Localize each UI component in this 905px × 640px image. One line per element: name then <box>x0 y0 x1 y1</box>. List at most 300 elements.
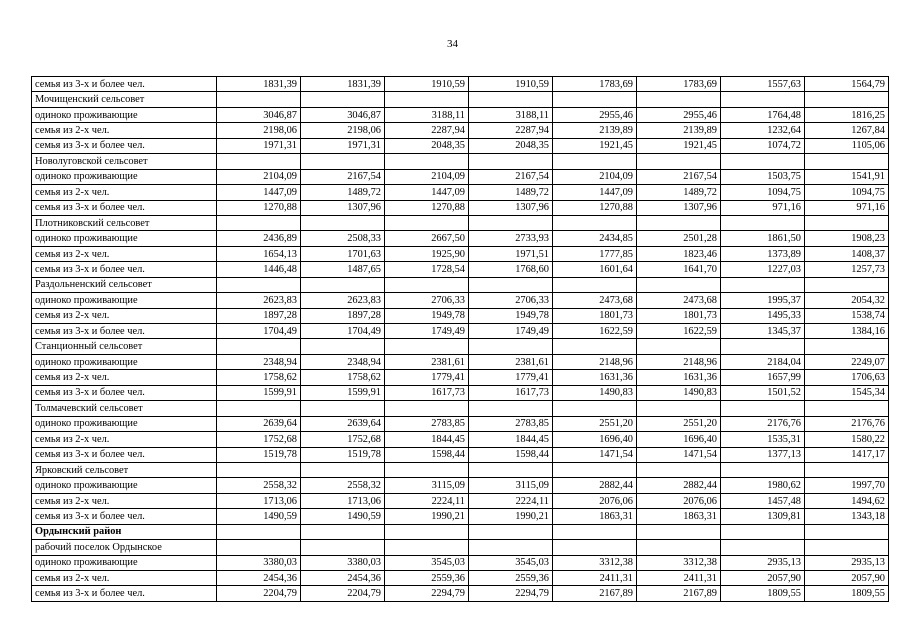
value-cell: 1094,75 <box>805 185 889 200</box>
value-cell: 2139,89 <box>553 123 637 138</box>
heading-label: Новолуговской сельсовет <box>32 154 217 169</box>
value-cell: 1749,49 <box>469 324 553 339</box>
value-cell <box>721 524 805 539</box>
row-label: одиноко проживающие <box>32 107 217 122</box>
value-cell: 2381,61 <box>385 354 469 369</box>
value-cell: 2381,61 <box>469 354 553 369</box>
row-label: одиноко проживающие <box>32 478 217 493</box>
value-cell: 1971,51 <box>469 246 553 261</box>
value-cell <box>217 215 301 230</box>
row-label: семья из 3-х и более чел. <box>32 200 217 215</box>
row-label: семья из 2-х чел. <box>32 432 217 447</box>
value-cell: 2955,46 <box>637 107 721 122</box>
value-cell: 1831,39 <box>301 77 385 92</box>
value-cell: 1446,48 <box>217 262 301 277</box>
value-cell: 1622,59 <box>553 324 637 339</box>
value-cell: 1696,40 <box>553 432 637 447</box>
value-cell: 1501,52 <box>721 385 805 400</box>
value-cell: 1538,74 <box>805 308 889 323</box>
value-cell <box>469 154 553 169</box>
value-cell: 1519,78 <box>217 447 301 462</box>
value-cell: 1921,45 <box>553 138 637 153</box>
row-label: семья из 3-х и более чел. <box>32 586 217 601</box>
value-cell: 1564,79 <box>805 77 889 92</box>
value-cell: 2882,44 <box>637 478 721 493</box>
value-cell: 1598,44 <box>385 447 469 462</box>
value-cell: 2473,68 <box>637 293 721 308</box>
value-cell: 2508,33 <box>301 231 385 246</box>
value-cell <box>721 462 805 477</box>
row-label: семья из 3-х и более чел. <box>32 262 217 277</box>
value-cell <box>301 524 385 539</box>
value-cell: 1503,75 <box>721 169 805 184</box>
heading-label: Мочищенский сельсовет <box>32 92 217 107</box>
table-row <box>32 354 889 369</box>
value-cell: 3380,03 <box>301 555 385 570</box>
value-cell: 1471,54 <box>553 447 637 462</box>
value-cell: 1831,39 <box>217 77 301 92</box>
value-cell: 1783,69 <box>637 77 721 92</box>
value-cell: 1971,31 <box>301 138 385 153</box>
value-cell <box>217 154 301 169</box>
value-cell: 2148,96 <box>553 354 637 369</box>
value-cell: 1704,49 <box>301 324 385 339</box>
value-cell: 1232,64 <box>721 123 805 138</box>
value-cell: 2076,06 <box>553 493 637 508</box>
value-cell: 2706,33 <box>385 293 469 308</box>
value-cell: 1267,84 <box>805 123 889 138</box>
row-label: семья из 3-х и более чел. <box>32 324 217 339</box>
value-cell: 2558,32 <box>217 478 301 493</box>
value-cell <box>553 339 637 354</box>
value-cell: 1270,88 <box>217 200 301 215</box>
value-cell <box>721 215 805 230</box>
value-cell: 1949,78 <box>469 308 553 323</box>
value-cell <box>469 524 553 539</box>
value-cell: 2454,36 <box>217 571 301 586</box>
value-cell <box>637 524 721 539</box>
value-cell <box>469 92 553 107</box>
value-cell: 1307,96 <box>301 200 385 215</box>
value-cell: 1489,72 <box>637 185 721 200</box>
value-cell <box>805 540 889 555</box>
table-body <box>32 77 889 602</box>
value-cell <box>301 92 385 107</box>
table-row <box>32 370 889 385</box>
section-heading-row <box>32 339 889 354</box>
value-cell <box>637 277 721 292</box>
value-cell: 1377,13 <box>721 447 805 462</box>
value-cell: 2176,76 <box>805 416 889 431</box>
value-cell: 971,16 <box>805 200 889 215</box>
value-cell: 2148,96 <box>637 354 721 369</box>
value-cell: 2167,54 <box>637 169 721 184</box>
table-row <box>32 308 889 323</box>
value-cell: 1949,78 <box>385 308 469 323</box>
value-cell: 1487,65 <box>301 262 385 277</box>
value-cell: 1557,63 <box>721 77 805 92</box>
value-cell <box>217 462 301 477</box>
value-cell <box>217 540 301 555</box>
table-row <box>32 555 889 570</box>
value-cell <box>385 92 469 107</box>
value-cell: 2558,32 <box>301 478 385 493</box>
value-cell: 2935,13 <box>721 555 805 570</box>
value-cell: 2057,90 <box>805 571 889 586</box>
value-cell: 1457,48 <box>721 493 805 508</box>
value-cell: 1701,63 <box>301 246 385 261</box>
value-cell: 1601,64 <box>553 262 637 277</box>
value-cell: 2639,64 <box>301 416 385 431</box>
value-cell: 2955,46 <box>553 107 637 122</box>
value-cell <box>385 277 469 292</box>
value-cell: 1345,37 <box>721 324 805 339</box>
value-cell: 2294,79 <box>385 586 469 601</box>
value-cell <box>385 540 469 555</box>
value-cell <box>721 277 805 292</box>
value-cell: 1519,78 <box>301 447 385 462</box>
value-cell: 1535,31 <box>721 432 805 447</box>
value-cell: 2436,89 <box>217 231 301 246</box>
value-cell: 1910,59 <box>469 77 553 92</box>
value-cell: 2559,36 <box>385 571 469 586</box>
value-cell: 1580,22 <box>805 432 889 447</box>
section-heading-row <box>32 277 889 292</box>
value-cell: 1227,03 <box>721 262 805 277</box>
value-cell: 1925,90 <box>385 246 469 261</box>
table-row <box>32 416 889 431</box>
value-cell: 1657,99 <box>721 370 805 385</box>
value-cell: 2733,93 <box>469 231 553 246</box>
value-cell: 1809,55 <box>805 586 889 601</box>
tariff-table <box>31 76 889 602</box>
value-cell: 2501,28 <box>637 231 721 246</box>
value-cell: 1779,41 <box>469 370 553 385</box>
value-cell: 2551,20 <box>553 416 637 431</box>
value-cell: 1495,33 <box>721 308 805 323</box>
value-cell: 2287,94 <box>469 123 553 138</box>
section-heading-row <box>32 462 889 477</box>
value-cell <box>301 215 385 230</box>
value-cell <box>385 215 469 230</box>
value-cell: 1752,68 <box>217 432 301 447</box>
value-cell: 1417,17 <box>805 447 889 462</box>
value-cell: 1490,59 <box>301 509 385 524</box>
value-cell: 1654,13 <box>217 246 301 261</box>
value-cell: 1447,09 <box>217 185 301 200</box>
value-cell <box>637 401 721 416</box>
value-cell <box>385 154 469 169</box>
value-cell: 1801,73 <box>553 308 637 323</box>
value-cell: 1863,31 <box>553 509 637 524</box>
value-cell: 1764,48 <box>721 107 805 122</box>
table-row <box>32 200 889 215</box>
value-cell: 1844,45 <box>469 432 553 447</box>
value-cell: 1777,85 <box>553 246 637 261</box>
value-cell <box>553 154 637 169</box>
row-label: одиноко проживающие <box>32 555 217 570</box>
value-cell <box>721 339 805 354</box>
value-cell: 1706,63 <box>805 370 889 385</box>
table-row <box>32 231 889 246</box>
table-row <box>32 262 889 277</box>
value-cell <box>805 339 889 354</box>
value-cell: 3188,11 <box>469 107 553 122</box>
value-cell: 1823,46 <box>637 246 721 261</box>
row-label: семья из 2-х чел. <box>32 493 217 508</box>
value-cell: 1696,40 <box>637 432 721 447</box>
value-cell: 1910,59 <box>385 77 469 92</box>
value-cell: 1861,50 <box>721 231 805 246</box>
value-cell <box>385 339 469 354</box>
table-row <box>32 478 889 493</box>
value-cell <box>385 401 469 416</box>
value-cell: 1309,81 <box>721 509 805 524</box>
value-cell: 2411,31 <box>637 571 721 586</box>
value-cell: 1408,37 <box>805 246 889 261</box>
value-cell <box>469 401 553 416</box>
heading-label: Толмачевский сельсовет <box>32 401 217 416</box>
value-cell: 2623,83 <box>217 293 301 308</box>
value-cell: 1844,45 <box>385 432 469 447</box>
heading-label: рабочий поселок Ордынское <box>32 540 217 555</box>
section-heading-row <box>32 540 889 555</box>
value-cell: 2667,50 <box>385 231 469 246</box>
value-cell: 1921,45 <box>637 138 721 153</box>
value-cell <box>217 401 301 416</box>
value-cell: 2054,32 <box>805 293 889 308</box>
row-label: одиноко проживающие <box>32 231 217 246</box>
value-cell: 1490,83 <box>637 385 721 400</box>
value-cell: 2559,36 <box>469 571 553 586</box>
value-cell: 1447,09 <box>385 185 469 200</box>
table-row <box>32 432 889 447</box>
value-cell <box>805 462 889 477</box>
table-row <box>32 493 889 508</box>
value-cell: 2167,89 <box>553 586 637 601</box>
row-label: семья из 3-х и более чел. <box>32 138 217 153</box>
value-cell: 2057,90 <box>721 571 805 586</box>
row-label: семья из 3-х и более чел. <box>32 447 217 462</box>
value-cell: 3046,87 <box>217 107 301 122</box>
value-cell: 1713,06 <box>301 493 385 508</box>
value-cell: 1990,21 <box>469 509 553 524</box>
value-cell <box>217 277 301 292</box>
heading-label: Плотниковский сельсовет <box>32 215 217 230</box>
value-cell: 2783,85 <box>385 416 469 431</box>
value-cell: 2048,35 <box>469 138 553 153</box>
value-cell <box>301 401 385 416</box>
value-cell: 2623,83 <box>301 293 385 308</box>
value-cell: 2294,79 <box>469 586 553 601</box>
row-label: семья из 2-х чел. <box>32 123 217 138</box>
value-cell: 2473,68 <box>553 293 637 308</box>
section-heading-row <box>32 92 889 107</box>
value-cell: 1641,70 <box>637 262 721 277</box>
value-cell: 3188,11 <box>385 107 469 122</box>
value-cell: 1768,60 <box>469 262 553 277</box>
value-cell: 1384,16 <box>805 324 889 339</box>
value-cell <box>301 339 385 354</box>
value-cell: 2411,31 <box>553 571 637 586</box>
value-cell: 2048,35 <box>385 138 469 153</box>
value-cell: 1545,34 <box>805 385 889 400</box>
row-label: семья из 2-х чел. <box>32 370 217 385</box>
value-cell: 1447,09 <box>553 185 637 200</box>
value-cell: 1809,55 <box>721 586 805 601</box>
value-cell: 2348,94 <box>217 354 301 369</box>
value-cell: 2139,89 <box>637 123 721 138</box>
value-cell <box>469 277 553 292</box>
value-cell: 1863,31 <box>637 509 721 524</box>
value-cell: 2184,04 <box>721 354 805 369</box>
page-number: 34 <box>447 38 458 50</box>
value-cell: 2434,85 <box>553 231 637 246</box>
table-row <box>32 185 889 200</box>
value-cell: 3545,03 <box>385 555 469 570</box>
value-cell: 1704,49 <box>217 324 301 339</box>
value-cell: 1257,73 <box>805 262 889 277</box>
value-cell <box>385 524 469 539</box>
value-cell: 2706,33 <box>469 293 553 308</box>
table-row <box>32 586 889 601</box>
value-cell: 1490,59 <box>217 509 301 524</box>
value-cell: 2249,07 <box>805 354 889 369</box>
value-cell: 1997,70 <box>805 478 889 493</box>
value-cell: 2882,44 <box>553 478 637 493</box>
value-cell: 1494,62 <box>805 493 889 508</box>
table-row <box>32 293 889 308</box>
value-cell <box>553 92 637 107</box>
heading-label: Раздольненский сельсовет <box>32 277 217 292</box>
value-cell: 1622,59 <box>637 324 721 339</box>
district-heading-row <box>32 524 889 539</box>
value-cell: 2204,79 <box>301 586 385 601</box>
value-cell: 2348,94 <box>301 354 385 369</box>
value-cell: 1990,21 <box>385 509 469 524</box>
value-cell <box>553 215 637 230</box>
value-cell: 1631,36 <box>637 370 721 385</box>
value-cell: 1489,72 <box>469 185 553 200</box>
value-cell: 2287,94 <box>385 123 469 138</box>
value-cell: 2167,54 <box>469 169 553 184</box>
value-cell: 971,16 <box>721 200 805 215</box>
value-cell <box>637 92 721 107</box>
value-cell <box>469 215 553 230</box>
row-label: одиноко проживающие <box>32 169 217 184</box>
table-row <box>32 123 889 138</box>
value-cell: 2639,64 <box>217 416 301 431</box>
value-cell <box>553 540 637 555</box>
value-cell: 2204,79 <box>217 586 301 601</box>
value-cell <box>553 277 637 292</box>
value-cell <box>805 277 889 292</box>
value-cell: 1749,49 <box>385 324 469 339</box>
value-cell: 2454,36 <box>301 571 385 586</box>
value-cell: 2167,89 <box>637 586 721 601</box>
value-cell <box>721 154 805 169</box>
value-cell <box>469 339 553 354</box>
value-cell: 3115,09 <box>469 478 553 493</box>
value-cell <box>301 462 385 477</box>
value-cell <box>721 92 805 107</box>
value-cell <box>637 215 721 230</box>
section-heading-row <box>32 401 889 416</box>
value-cell <box>637 540 721 555</box>
value-cell <box>553 524 637 539</box>
value-cell <box>301 540 385 555</box>
row-label: семья из 2-х чел. <box>32 246 217 261</box>
row-label: одиноко проживающие <box>32 293 217 308</box>
value-cell: 2198,06 <box>217 123 301 138</box>
section-heading-row <box>32 215 889 230</box>
value-cell: 2224,11 <box>469 493 553 508</box>
value-cell: 1270,88 <box>553 200 637 215</box>
value-cell: 1779,41 <box>385 370 469 385</box>
value-cell: 1617,73 <box>469 385 553 400</box>
table-row <box>32 447 889 462</box>
heading-label: Станционный сельсовет <box>32 339 217 354</box>
value-cell <box>637 339 721 354</box>
table-row <box>32 324 889 339</box>
value-cell: 2104,09 <box>553 169 637 184</box>
heading-label: Ярковский сельсовет <box>32 462 217 477</box>
table-row <box>32 571 889 586</box>
value-cell <box>385 462 469 477</box>
table-row <box>32 77 889 92</box>
value-cell <box>805 524 889 539</box>
value-cell: 1631,36 <box>553 370 637 385</box>
value-cell <box>301 154 385 169</box>
value-cell: 1541,91 <box>805 169 889 184</box>
value-cell: 3312,38 <box>553 555 637 570</box>
value-cell: 1074,72 <box>721 138 805 153</box>
value-cell: 1105,06 <box>805 138 889 153</box>
value-cell: 3380,03 <box>217 555 301 570</box>
value-cell: 1816,25 <box>805 107 889 122</box>
row-label: одиноко проживающие <box>32 416 217 431</box>
value-cell: 2104,09 <box>385 169 469 184</box>
value-cell: 2224,11 <box>385 493 469 508</box>
value-cell <box>637 154 721 169</box>
table-row <box>32 138 889 153</box>
row-label: семья из 3-х и более чел. <box>32 509 217 524</box>
value-cell: 2198,06 <box>301 123 385 138</box>
value-cell: 1713,06 <box>217 493 301 508</box>
value-cell: 1490,83 <box>553 385 637 400</box>
value-cell: 1908,23 <box>805 231 889 246</box>
value-cell: 3046,87 <box>301 107 385 122</box>
value-cell <box>805 154 889 169</box>
value-cell: 1758,62 <box>217 370 301 385</box>
value-cell: 1971,31 <box>217 138 301 153</box>
value-cell <box>217 524 301 539</box>
value-cell: 1995,37 <box>721 293 805 308</box>
value-cell: 2104,09 <box>217 169 301 184</box>
value-cell: 2176,76 <box>721 416 805 431</box>
value-cell: 1599,91 <box>301 385 385 400</box>
value-cell <box>217 92 301 107</box>
value-cell <box>469 540 553 555</box>
table-row <box>32 169 889 184</box>
value-cell <box>805 401 889 416</box>
value-cell: 2551,20 <box>637 416 721 431</box>
value-cell <box>301 277 385 292</box>
value-cell <box>469 462 553 477</box>
table-row <box>32 509 889 524</box>
value-cell: 2935,13 <box>805 555 889 570</box>
value-cell: 1801,73 <box>637 308 721 323</box>
